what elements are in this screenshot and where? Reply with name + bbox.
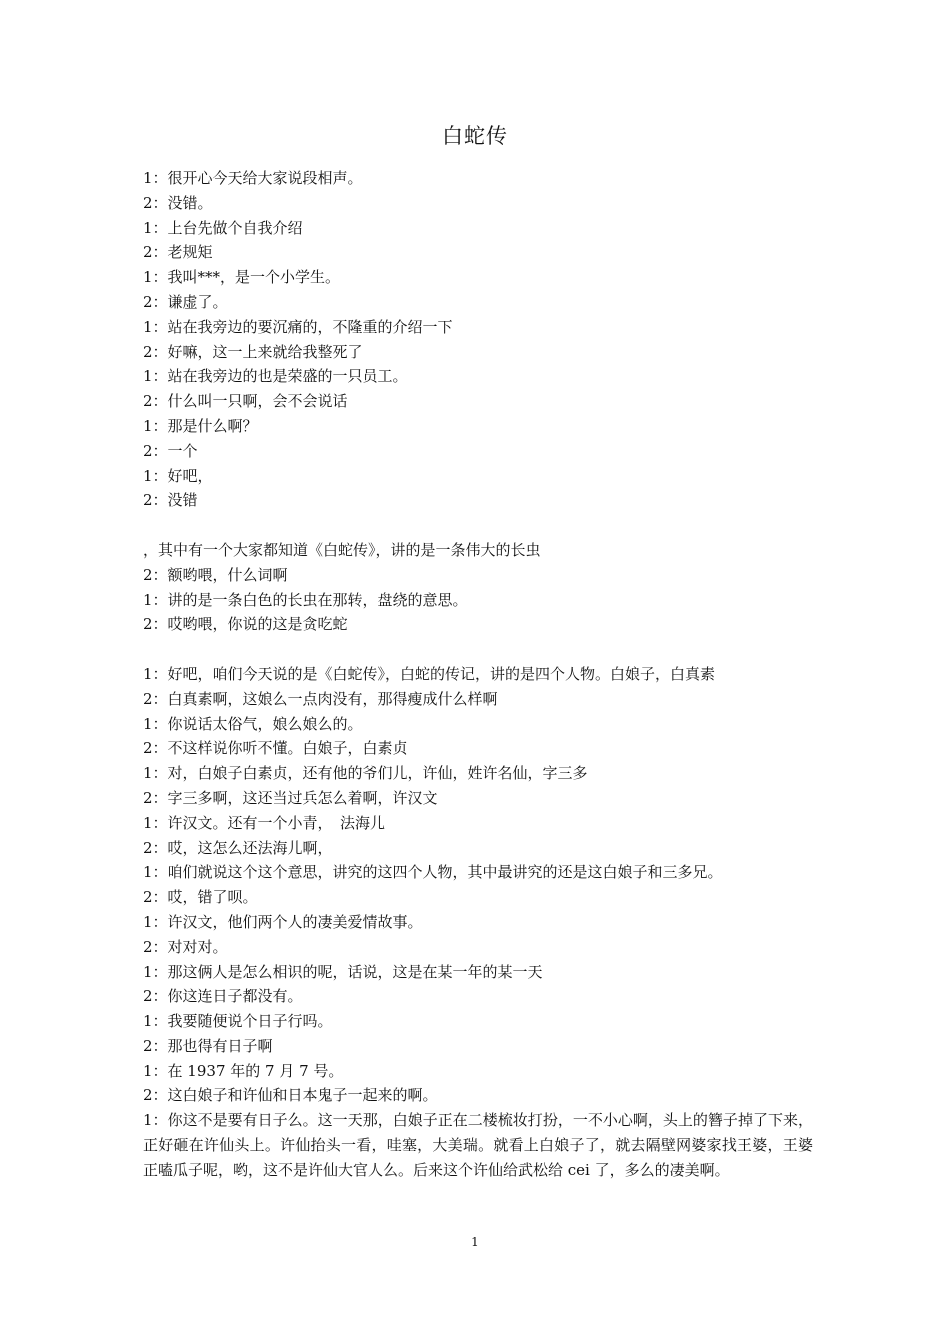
- page-number: 1: [471, 1235, 479, 1249]
- dialogue-line: 2：谦虚了。: [143, 292, 228, 311]
- dialogue-line: 1：站在我旁边的也是荣盛的一只员工。: [143, 367, 408, 386]
- dialogue-line: 2：对对对。: [143, 937, 228, 956]
- dialogue-line: 2：没错。: [143, 193, 213, 212]
- dialogue-line: 2：什么叫一只啊，会不会说话: [143, 392, 348, 411]
- dialogue-line: 2：好嘛，这一上来就给我整死了: [143, 342, 363, 361]
- dialogue-line: 2：哎，这怎么还法海儿啊，: [143, 838, 333, 857]
- dialogue-line: 1：站在我旁边的要沉痛的，不隆重的介绍一下: [143, 317, 453, 336]
- dialogue-line: 2：额哟喂，什么词啊: [143, 565, 288, 584]
- dialogue-line: 2：一个: [143, 441, 198, 460]
- dialogue-line: 1：对，白娘子白素贞，还有他的爷们儿，许仙，姓许名仙，字三多: [143, 764, 588, 783]
- dialogue-line: 2：这白娘子和许仙和日本鬼子一起来的啊。: [143, 1086, 438, 1105]
- dialogue-line: 1：讲的是一条白色的长虫在那转，盘绕的意思。: [143, 590, 468, 609]
- dialogue-line: 1：上台先做个自我介绍: [143, 218, 303, 237]
- dialogue-body: [143, 166, 813, 1183]
- dialogue-line: 2：哎，错了呗。: [143, 888, 258, 907]
- dialogue-line: ，其中有一个大家都知道《白蛇传》，讲的是一条伟大的长虫: [143, 540, 541, 559]
- dialogue-line: 1：许汉文，他们两个人的凄美爱情故事。: [143, 912, 423, 931]
- dialogue-line: 2：没错: [143, 491, 198, 510]
- dialogue-line: 1：在 1937 年的 7 月 7 号。: [143, 1061, 344, 1080]
- dialogue-line: 1：那这俩人是怎么相识的呢，话说，这是在某一年的某一天: [143, 962, 543, 981]
- dialogue-line: 1：很开心今天给大家说段相声。: [143, 169, 363, 187]
- dialogue-line: 1：好吧，咱们今天说的是《白蛇传》，白蛇的传记，讲的是四个人物。白娘子，白真素: [143, 664, 716, 683]
- dialogue-line: 1：我要随便说个日子行吗。: [143, 1012, 333, 1031]
- dialogue-line: 2：那也得有日子啊: [143, 1036, 273, 1055]
- dialogue-line: 2：你这连日子都没有。: [143, 987, 303, 1006]
- blank-line: [143, 513, 813, 538]
- dialogue-line: 1：我叫***，是一个小学生。: [143, 268, 341, 287]
- dialogue-line: 1：那是什么啊？: [143, 416, 258, 435]
- dialogue-paragraph: 1：你这不是要有日子么。这一天那，白娘子正在二楼梳妆打扮，一不小心啊，头上的簪子掉了下来，正好砸在许仙头上。许仙抬头一看，哇塞，大美瑞。就看上白娘子了，就去隔壁网婆家找王婆，王婆正嗑瓜子呢，哟，这不是许仙大官人么。后来这个许仙给武松给 cei 了，多么的凄美啊。: [143, 1111, 813, 1179]
- dialogue-line: 2：不这样说你听不懂。白娘子，白素贞: [143, 739, 408, 758]
- blank-line: [143, 637, 813, 662]
- dialogue-line: 2：白真素啊，这娘么一点肉没有，那得瘦成什么样啊: [143, 689, 498, 708]
- dialogue-line: 2：字三多啊，这还当过兵怎么着啊，许汉文: [143, 788, 438, 807]
- dialogue-line: 1：许汉文。还有一个小青， 法海儿: [143, 813, 386, 832]
- dialogue-line: 1：咱们就说这个这个意思，讲究的这四个人物，其中最讲究的还是这白娘子和三多兄。: [143, 863, 723, 882]
- dialogue-line: 1：你说话太俗气，娘么娘么的。: [143, 714, 363, 733]
- dialogue-line: 1：好吧，: [143, 466, 213, 485]
- document-title: 白蛇传: [442, 124, 508, 148]
- dialogue-line: 2：哎哟喂，你说的这是贪吃蛇: [143, 615, 348, 634]
- dialogue-line: 2：老规矩: [143, 243, 213, 262]
